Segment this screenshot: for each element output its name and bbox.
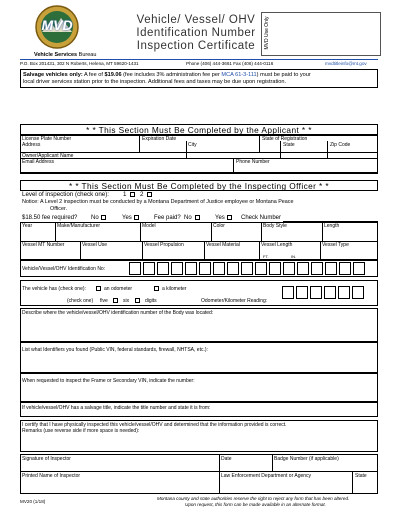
vin-char-box[interactable] [185,262,197,275]
owner-name-label: Owner/Applicant Name [22,153,74,159]
disclaimer-line-2: Upon request, this form can be made available in an alternate format. [185,502,326,507]
level-of-inspection-label: Level of inspection (check one): [22,191,110,198]
kilometer-checkbox[interactable] [154,286,159,291]
address-label: Address [22,142,41,148]
bureau-label: Vehicle Services Bureau [34,52,97,58]
vin-char-box[interactable] [143,262,155,275]
email-label: Email Address [22,159,54,165]
identifiers-label: List what Identifiers you found (Public VIN, federal standards, firewall, NHTSA, etc.): [22,347,208,353]
phone-divider [233,158,234,173]
inspector-state-label: State [355,473,367,479]
remarks-label: Remarks (use reverse side if more space is needed): [22,428,140,434]
title-line-3: Inspection Certificate [136,40,256,52]
salvage-notice-line-1: Salvage vehicles only: A fee of $19.06 (fee includes 3% administration fee per MCA 61-3-111) must be paid to your [23,72,311,78]
mvd-use-only-label: MVD Use Only [264,16,270,50]
odometer-digit-box[interactable] [338,286,350,299]
row1-col-3 [211,222,212,241]
badge-label: Badge Number (if applicable) [274,456,339,462]
make-label: Make/Manufacturer [57,223,101,229]
six-digits-label: six [123,298,130,304]
check-number-label: Check Number [241,215,282,221]
vessel-mt-number-label: Vessel MT Number [22,242,65,248]
expiration-date-label: Expiration Date [142,136,177,142]
digits-label: digits [145,298,157,304]
odometer-digit-box[interactable] [324,286,336,299]
officer-section-title: * * This Section Must Be Completed by the Inspecting Officer * * [20,180,378,191]
vessel-material-label: Vessel Material [206,242,240,248]
row1-col-5 [322,222,323,241]
state-divider [280,141,281,158]
row2-col-3 [204,241,205,260]
mca-link[interactable]: MCA 61-3-111 [221,72,257,78]
email-row-top [20,158,378,159]
header-rule [20,59,378,60]
vin-label: Vehicle/Vessel/OHV Identification No: [22,266,106,272]
row2-col-4 [259,241,260,260]
odometer-digit-box[interactable] [310,286,322,299]
six-digits-checkbox[interactable] [135,298,140,303]
fee-required-yes-checkbox[interactable] [134,215,139,220]
fee-paid-yes-checkbox[interactable] [227,215,232,220]
vin-char-box[interactable] [157,262,169,275]
agency-email[interactable]: mvdtitleinfo@mt.gov [325,61,367,66]
agency-label: Law Enforcement Department or Agency [221,473,312,479]
row2-col-5 [320,241,321,260]
vin-char-box[interactable] [171,262,183,275]
vin-char-box[interactable] [269,262,281,275]
mvd-logo [34,4,80,50]
state-col-divider [352,471,353,494]
vin-char-box[interactable] [255,262,267,275]
signature-row-sep [20,471,378,472]
odometer-digit-box[interactable] [282,286,294,299]
vin-char-box[interactable] [241,262,253,275]
row1-col-2 [140,222,141,241]
vessel-use-label: Vessel Use [82,242,108,248]
address-city-box [20,141,378,158]
fee-required-no-label: No [91,215,99,221]
odometer-label: an odometer [104,286,133,292]
printed-name-label: Printed Name of Inspector [22,473,81,479]
level-notice-line-2: Officer. [50,206,67,212]
odometer-digit-box[interactable] [296,286,308,299]
row2-col-2 [142,241,143,260]
vin-char-box[interactable] [227,262,239,275]
date-label: Date [221,456,232,462]
agency-phone: Phone (406) 444-3661 Fax (406) 444-0116 [186,61,274,66]
odometer-check-label: The vehicle has (check one): [22,286,86,292]
row1-col-1 [55,222,56,241]
vin-char-box[interactable] [129,262,141,275]
odometer-digit-box[interactable] [352,286,364,299]
badge-divider [272,454,273,471]
row1-col-4 [261,222,262,241]
signature-label: Signature of Inspector [22,456,71,462]
form-title [116,14,276,53]
frame-vin-label: When requested to inspect the Frame or Secondary VIN, indicate the number: [22,378,195,384]
vessel-length-label: Vessel Length [261,242,293,248]
describe-location-label: Describe where the vehicle/vessel/OHV identification number of the Body was located: [22,310,214,316]
license-plate-label: License Plate Number [22,136,72,142]
color-label: Color [213,223,225,229]
inches-label: IN. [291,254,297,259]
vin-char-box[interactable] [353,262,365,275]
odometer-checkbox[interactable] [96,286,101,291]
vin-char-box[interactable] [325,262,337,275]
fee-required-label: $18.50 fee required? [22,215,78,221]
disclaimer-line-1: Montana county and state authorities reserve the right to reject any form that has been altered. [157,496,350,501]
certification-text: I certify that I have physically inspected this vehicle/vessel/OHV and determined that the information provided is correct. [22,422,287,428]
vessel-type-label: Vessel Type [322,242,349,248]
vin-char-box[interactable] [213,262,225,275]
state-label: State [283,142,295,148]
fee-paid-label: Fee paid? [154,215,181,221]
applicant-section-title: * * This Section Must Be Completed by the Applicant * * [20,124,378,135]
agency-address: P.O. Box 201431, 302 N Roberts, Helena, MT 59620-1431 [20,61,139,66]
vin-char-box[interactable] [283,262,295,275]
five-digits-label: five [100,298,108,304]
title-line-2: Identification Number [136,27,256,39]
vessel-propulsion-label: Vessel Propulsion [144,242,184,248]
feet-label: FT. [263,254,269,259]
vin-char-box[interactable] [311,262,323,275]
odometer-reading-label: Odometer/Kilometer Reading: [201,298,268,304]
mvd-use-only-box [261,12,381,56]
title-line-1: Vehicle/ Vessel/ OHV [136,14,256,26]
fee-paid-yes-label: Yes [215,215,225,221]
vin-char-box[interactable] [339,262,351,275]
fee-required-no-checkbox[interactable] [101,215,106,220]
model-label: Model [142,223,156,229]
row2-col-1 [80,241,81,260]
zip-divider [327,141,328,158]
date-divider [219,454,220,494]
city-label: City [188,142,197,148]
digits-check-label: (check one) [67,298,94,304]
vin-char-box[interactable] [199,262,211,275]
fee-paid-no-checkbox[interactable] [195,215,200,220]
length-label: Length [324,223,340,229]
zip-label: Zip Code [330,142,351,148]
body-style-label: Body Style [263,223,287,229]
level-1-option: 1 [123,191,127,198]
year-label: Year [22,223,33,229]
state-of-registration-label: State of Registration [262,136,308,142]
kilometer-label: a kilometer [162,286,187,292]
five-digits-checkbox[interactable] [113,298,118,303]
city-divider [186,141,187,158]
logo-text: MVD [41,17,73,33]
vin-char-box[interactable] [297,262,309,275]
salvage-title-label: If vehicle/vessel/OHV has a salvage title, indicate the title number and state it is from: [22,405,211,411]
fee-required-yes-label: Yes [122,215,132,221]
fee-paid-no-label: No [184,215,192,221]
level-notice-line-1: Notice: A Level 2 inspection must be conducted by a Montana Department of Justice employee or Montana Peace [22,199,294,205]
level-1-checkbox[interactable] [130,192,135,197]
phone-label: Phone Number [236,159,270,165]
salvage-notice-line-2: local driver services station prior to the inspection. Additional fees and taxes may be due upon registration. [23,79,287,85]
form-id: MV20 (1/18) [20,499,46,504]
level-2-checkbox[interactable] [147,192,152,197]
level-2-option: 2 [140,191,144,198]
